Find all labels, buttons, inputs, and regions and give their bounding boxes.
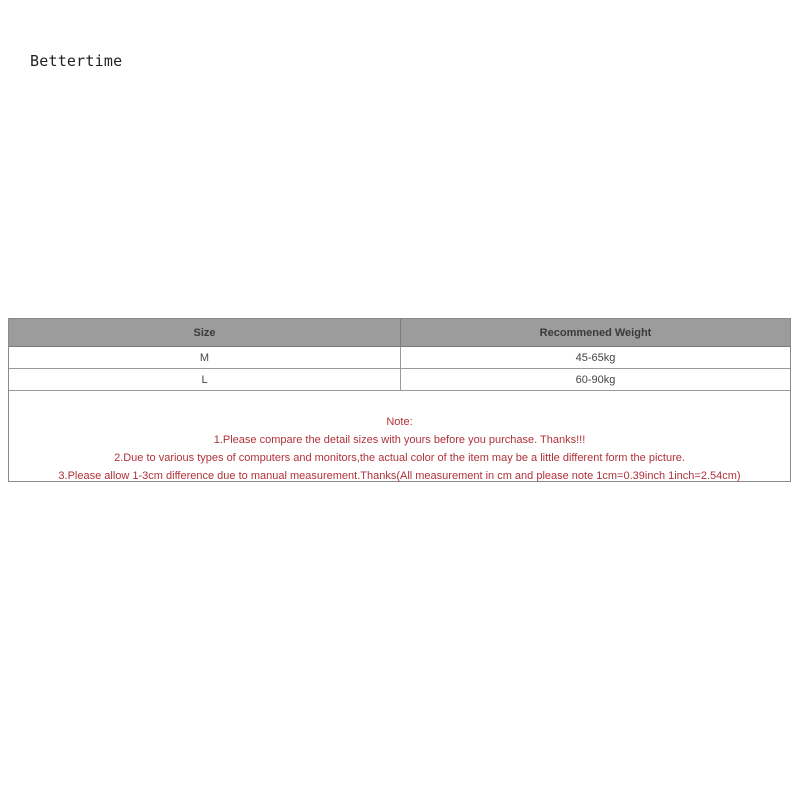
note-line: 1.Please compare the detail sizes with yours before you purchase. Thanks!!! — [213, 434, 586, 446]
note-line: 3.Please allow 1-3cm difference due to manual measurement.Thanks(All measurement in cm and please note 1cm=0.39inch 1inch=2.54cm) — [58, 470, 741, 482]
brand-name: Bettertime — [30, 52, 123, 70]
size-cell: L — [9, 369, 401, 391]
notes-title: Note: — [386, 416, 413, 428]
size-table — [9, 319, 790, 391]
size-chart — [8, 318, 791, 482]
note-line: 2.Due to various types of computers and monitors,the actual color of the item may be a little different form the picture. — [114, 452, 685, 464]
header-size: Size — [9, 319, 401, 347]
weight-cell: 60-90kg — [401, 369, 791, 391]
table-header-row — [9, 319, 790, 347]
table-row — [9, 347, 790, 369]
weight-cell: 45-65kg — [401, 347, 791, 369]
header-weight: Recommened Weight — [401, 319, 791, 347]
table-row — [9, 369, 790, 391]
size-cell: M — [9, 347, 401, 369]
notes-section — [9, 391, 790, 481]
